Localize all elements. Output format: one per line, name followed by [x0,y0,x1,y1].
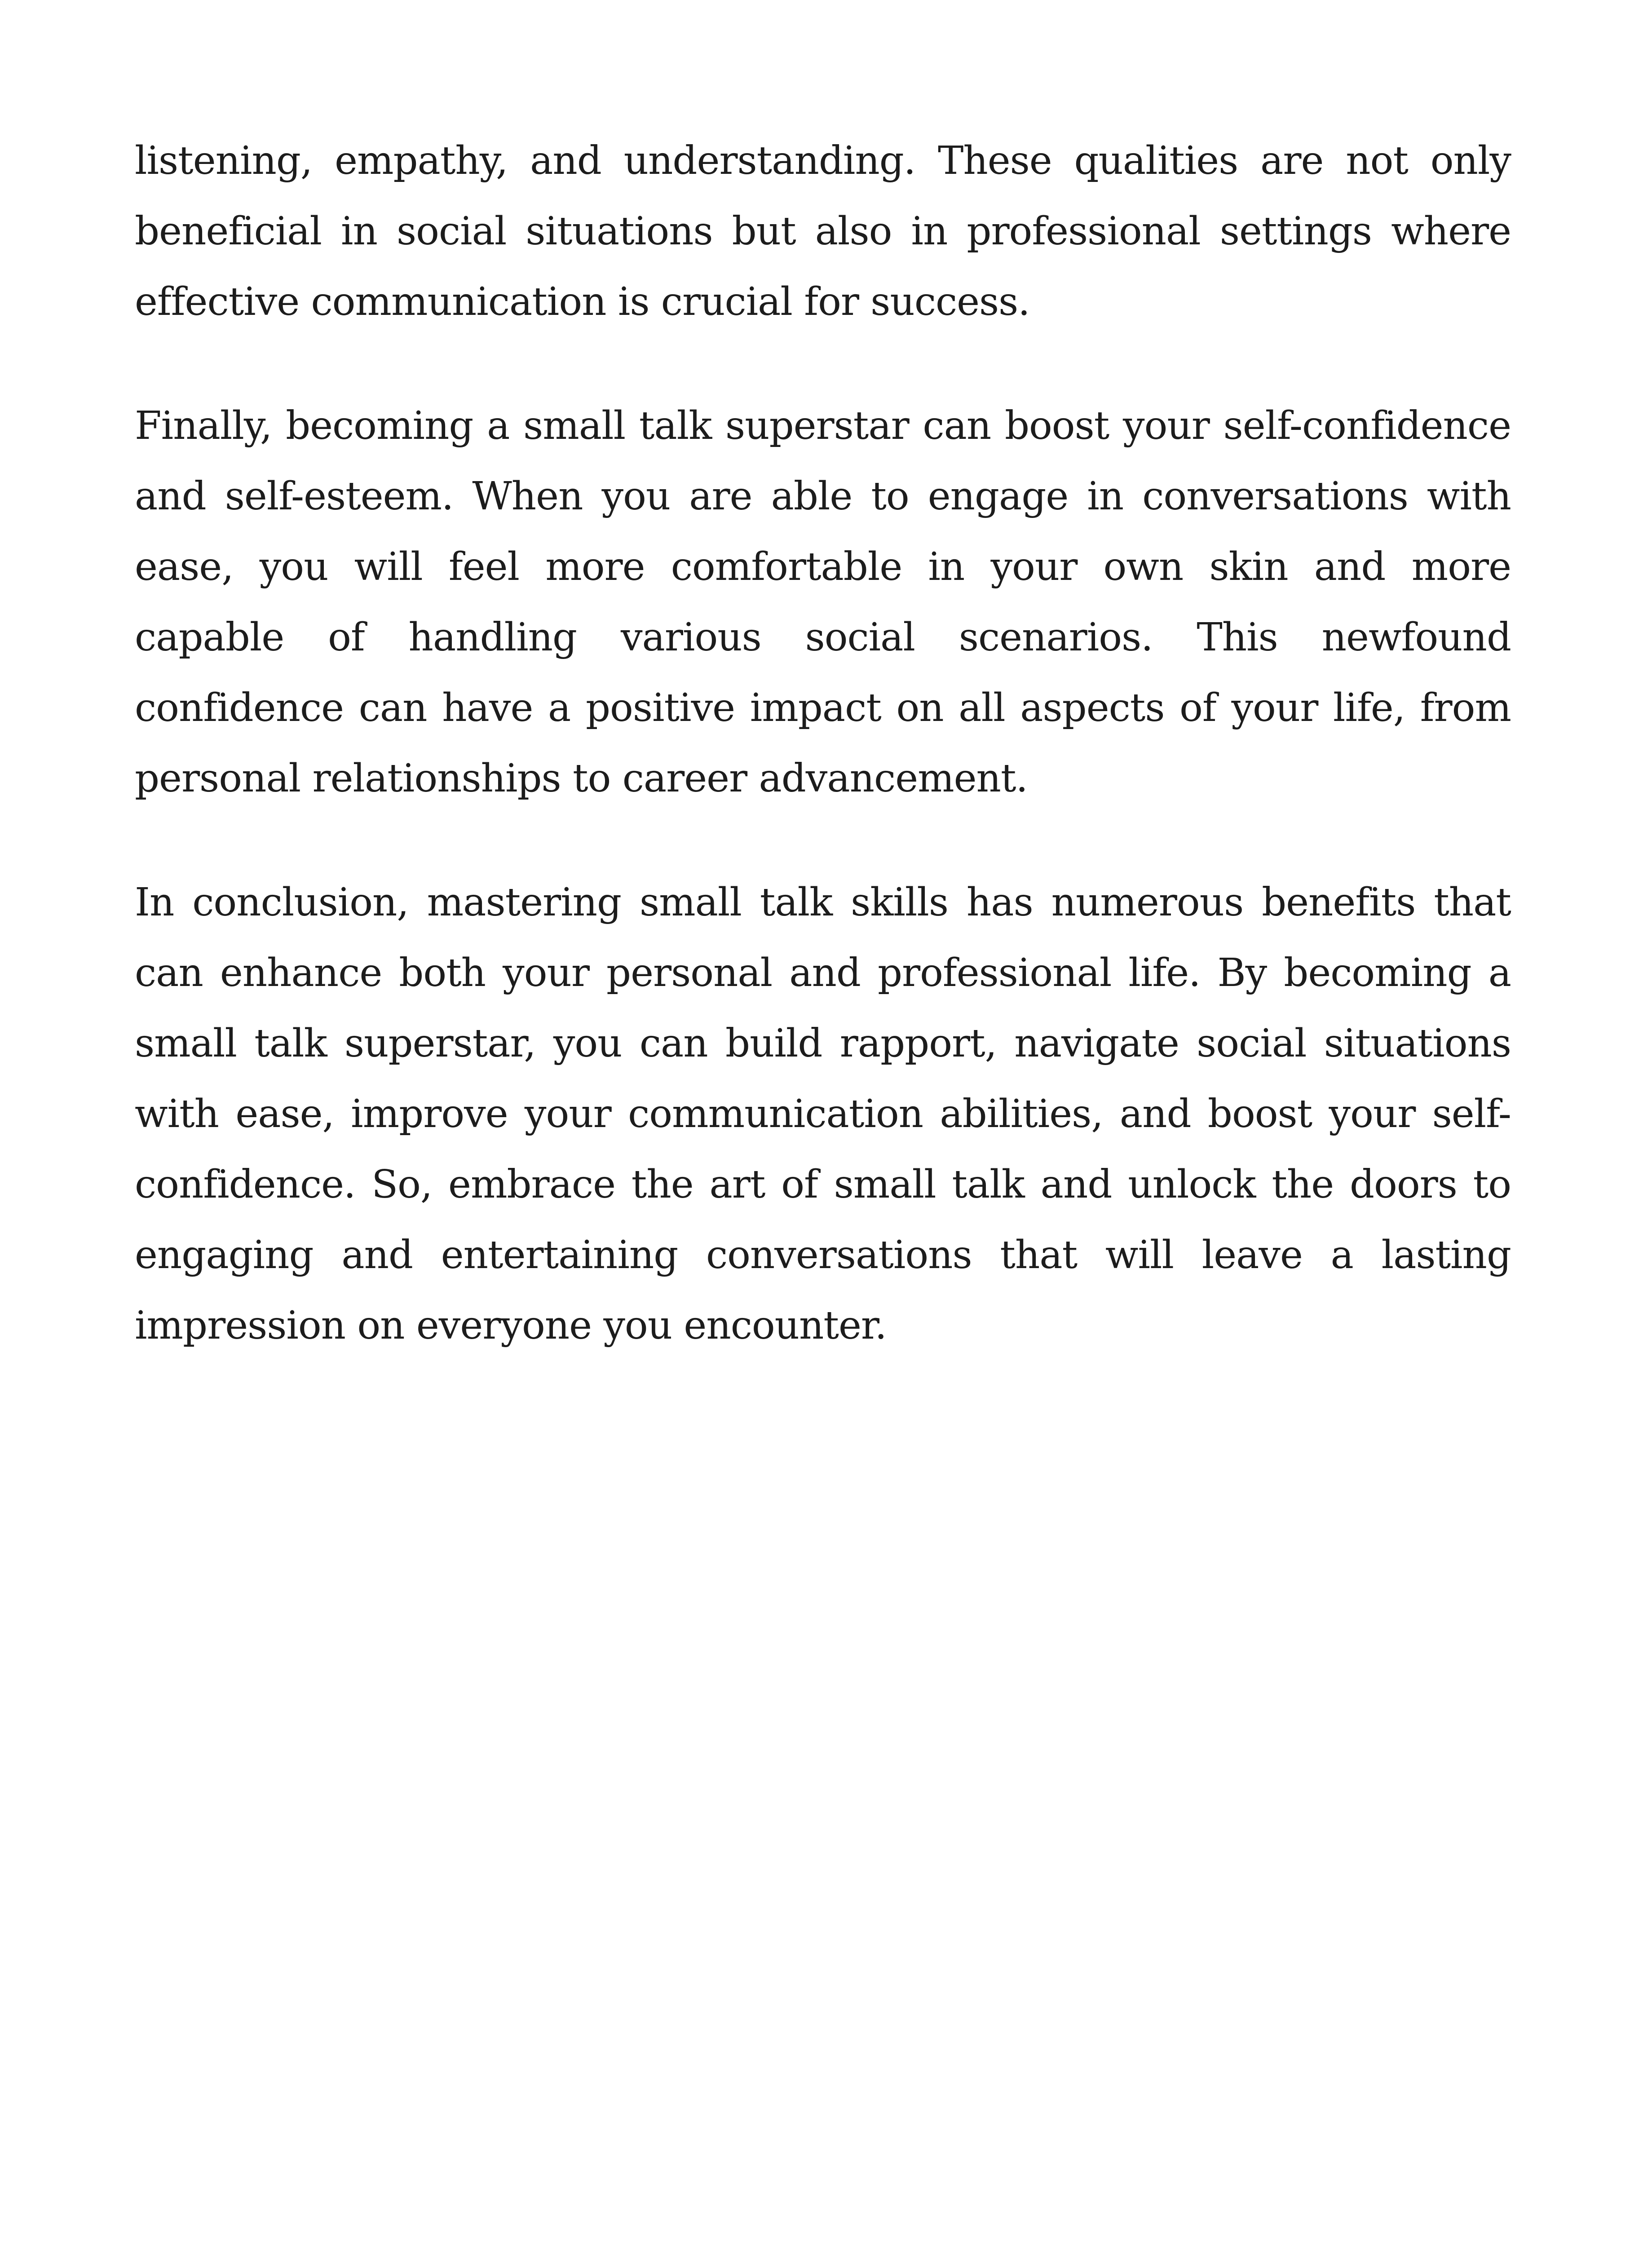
text-line: with ease, improve your communication abilities, and boost your self- [135,1092,1511,1136]
text-line: impression on everyone you encounter. [135,1303,887,1348]
body-text [135,126,1511,1361]
text-line: and self-esteem. When you are able to engage in conversations with [135,474,1511,519]
paragraph-communication-qualities [135,126,1511,337]
text-line: Finally, becoming a small talk superstar can boost your self-confidence [135,403,1511,448]
text-line: personal relationships to career advancement. [135,756,1028,801]
text-line: listening, empathy, and understanding. These qualities are not only [135,138,1511,183]
text-line: small talk superstar, you can build rapport, navigate social situations [135,1021,1511,1066]
text-line: effective communication is crucial for success. [135,279,1030,324]
text-line: ease, you will feel more comfortable in your own skin and more [135,544,1511,589]
text-line: beneficial in social situations but also in professional settings where [135,209,1511,254]
text-line: engaging and entertaining conversations that will leave a lasting [135,1233,1511,1278]
text-line: confidence can have a positive impact on all aspects of your life, from [135,685,1511,730]
paragraph-conclusion [135,867,1511,1361]
text-line: confidence. So, embrace the art of small talk and unlock the doors to [135,1162,1511,1207]
paragraph-self-confidence [135,391,1511,814]
text-line: can enhance both your personal and professional life. By becoming a [135,951,1511,995]
text-line: capable of handling various social scenarios. This newfound [135,615,1511,660]
text-line: In conclusion, mastering small talk skills has numerous benefits that [135,880,1511,925]
